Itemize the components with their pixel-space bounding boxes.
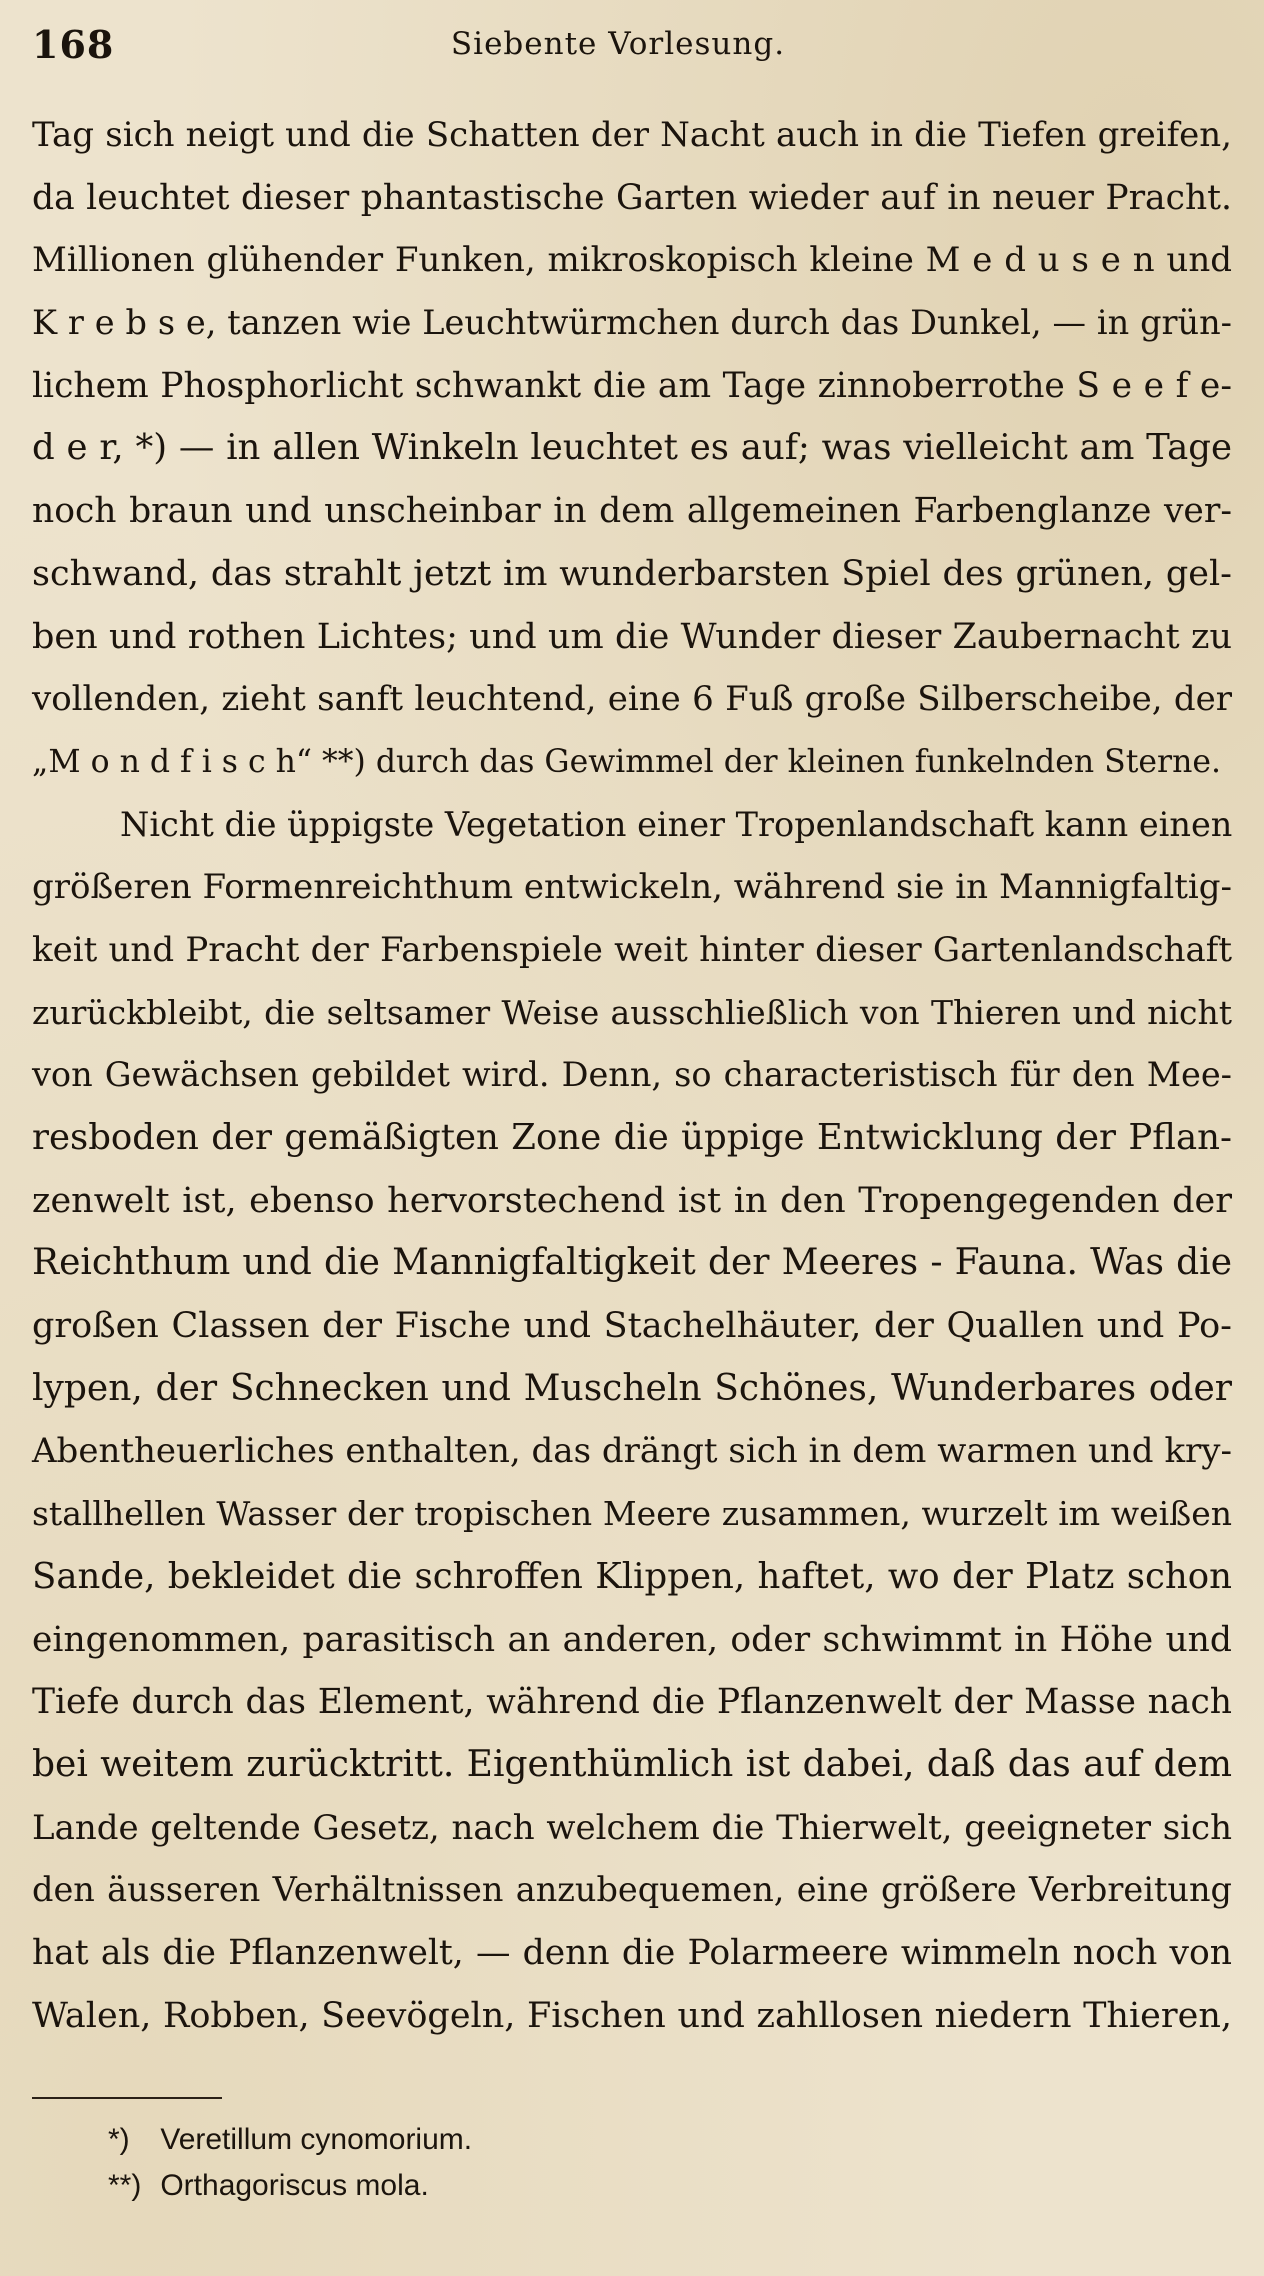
text-line: Lande geltende Gesetz, nach welchem die Thierwelt, geeigneter sich bbox=[32, 1807, 1232, 1848]
text-line: bei weitem zurücktritt. Eigenthümlich ist dabei, daß das auf dem bbox=[32, 1743, 1232, 1785]
text-line-paragraph-end: „M o n d f i s c h“ **) durch das Gewimmel der kleinen funkelnden Sterne. bbox=[32, 743, 1222, 780]
text-line: Tag sich neigt und die Schatten der Nacht auch in die Tiefen greifen, bbox=[32, 115, 1232, 155]
text-line: schwand, das strahlt jetzt im wunderbarsten Spiel des grünen, gel- bbox=[32, 553, 1232, 594]
footnote-separator bbox=[32, 2097, 222, 2099]
text-line-paragraph-start: Nicht die üppigste Vegetation einer Tropenlandschaft kann einen bbox=[120, 804, 1233, 844]
text-line: Tiefe durch das Element, während die Pflanzenwelt der Masse nach bbox=[32, 1682, 1232, 1723]
text-line: Millionen glühender Funken, mikroskopisch kleine M e d u s e n und bbox=[32, 240, 1232, 281]
page-header bbox=[32, 22, 1204, 72]
footnote-mark: **) bbox=[108, 2169, 142, 2202]
text-line: keit und Pracht der Farbenspiele weit hinter dieser Gartenlandschaft bbox=[32, 929, 1232, 970]
text-line: Abentheuerliches enthalten, das drängt sich in dem warmen und kry- bbox=[32, 1431, 1232, 1472]
text-line: zenwelt ist, ebenso hervorstechend ist in den Tropengegenden der bbox=[32, 1180, 1232, 1221]
text-line: hat als die Pflanzenwelt, — denn die Polarmeere wimmeln noch von bbox=[32, 1932, 1232, 1973]
text-line: lypen, der Schnecken und Muscheln Schönes, Wunderbares oder bbox=[32, 1367, 1232, 1409]
footnote bbox=[108, 2163, 472, 2209]
text-line: resboden der gemäßigten Zone die üppige Entwicklung der Pflan- bbox=[32, 1117, 1232, 1158]
text-line: von Gewächsen gebildet wird. Denn, so characteristisch für den Mee- bbox=[32, 1055, 1232, 1095]
text-line: stallhellen Wasser der tropischen Meere zusammen, wurzelt im weißen bbox=[32, 1494, 1232, 1534]
text-line: noch braun und unscheinbar in dem allgemeinen Farbenglanze ver- bbox=[32, 491, 1232, 532]
text-line: den äusseren Verhältnissen anzubequemen, eine größere Verbreitung bbox=[32, 1870, 1232, 1910]
text-line: K r e b s e, tanzen wie Leuchtwürmchen durch das Dunkel, — in grün- bbox=[32, 303, 1232, 343]
text-line: Reichthum und die Mannigfaltigkeit der Meeres - Fauna. Was die bbox=[32, 1242, 1232, 1284]
text-line: Sande, bekleidet die schroffen Klippen, haftet, wo der Platz schon bbox=[32, 1555, 1232, 1597]
text-line: größeren Formenreichthum entwickeln, während sie in Mannigfaltig- bbox=[32, 867, 1232, 908]
footnote-text: Veretillum cynomorium. bbox=[160, 2123, 473, 2156]
running-head: Siebente Vorlesung. bbox=[450, 26, 786, 62]
body-text bbox=[32, 104, 1232, 2047]
footnote-mark: *) bbox=[108, 2123, 130, 2156]
text-line: d e r, *) — in allen Winkeln leuchtet es auf; was vielleicht am Tage bbox=[32, 427, 1232, 469]
text-line: ben und rothen Lichtes; und um die Wunder dieser Zaubernacht zu bbox=[32, 616, 1232, 657]
footnote bbox=[108, 2117, 472, 2163]
text-line: lichem Phosphorlicht schwankt die am Tage zinnoberrothe S e e f e- bbox=[32, 365, 1232, 406]
footnote-text: Orthagoriscus mola. bbox=[160, 2169, 429, 2202]
text-line: Walen, Robben, Seevögeln, Fischen und zahllosen niedern Thieren, bbox=[32, 1995, 1232, 2036]
text-line: eingenommen, parasitisch an anderen, oder schwimmt in Höhe und bbox=[32, 1619, 1232, 1660]
text-line: großen Classen der Fische und Stachelhäuter, der Quallen und Po- bbox=[32, 1306, 1232, 1347]
text-line: vollenden, zieht sanft leuchtend, eine 6 Fuß große Silberscheibe, der bbox=[32, 679, 1232, 720]
text-line: da leuchtet dieser phantastische Garten wieder auf in neuer Pracht. bbox=[32, 177, 1232, 218]
text-line: zurückbleibt, die seltsamer Weise ausschließlich von Thieren und nicht bbox=[32, 992, 1232, 1032]
footnotes bbox=[108, 2117, 472, 2209]
page-number: 168 bbox=[32, 22, 115, 67]
